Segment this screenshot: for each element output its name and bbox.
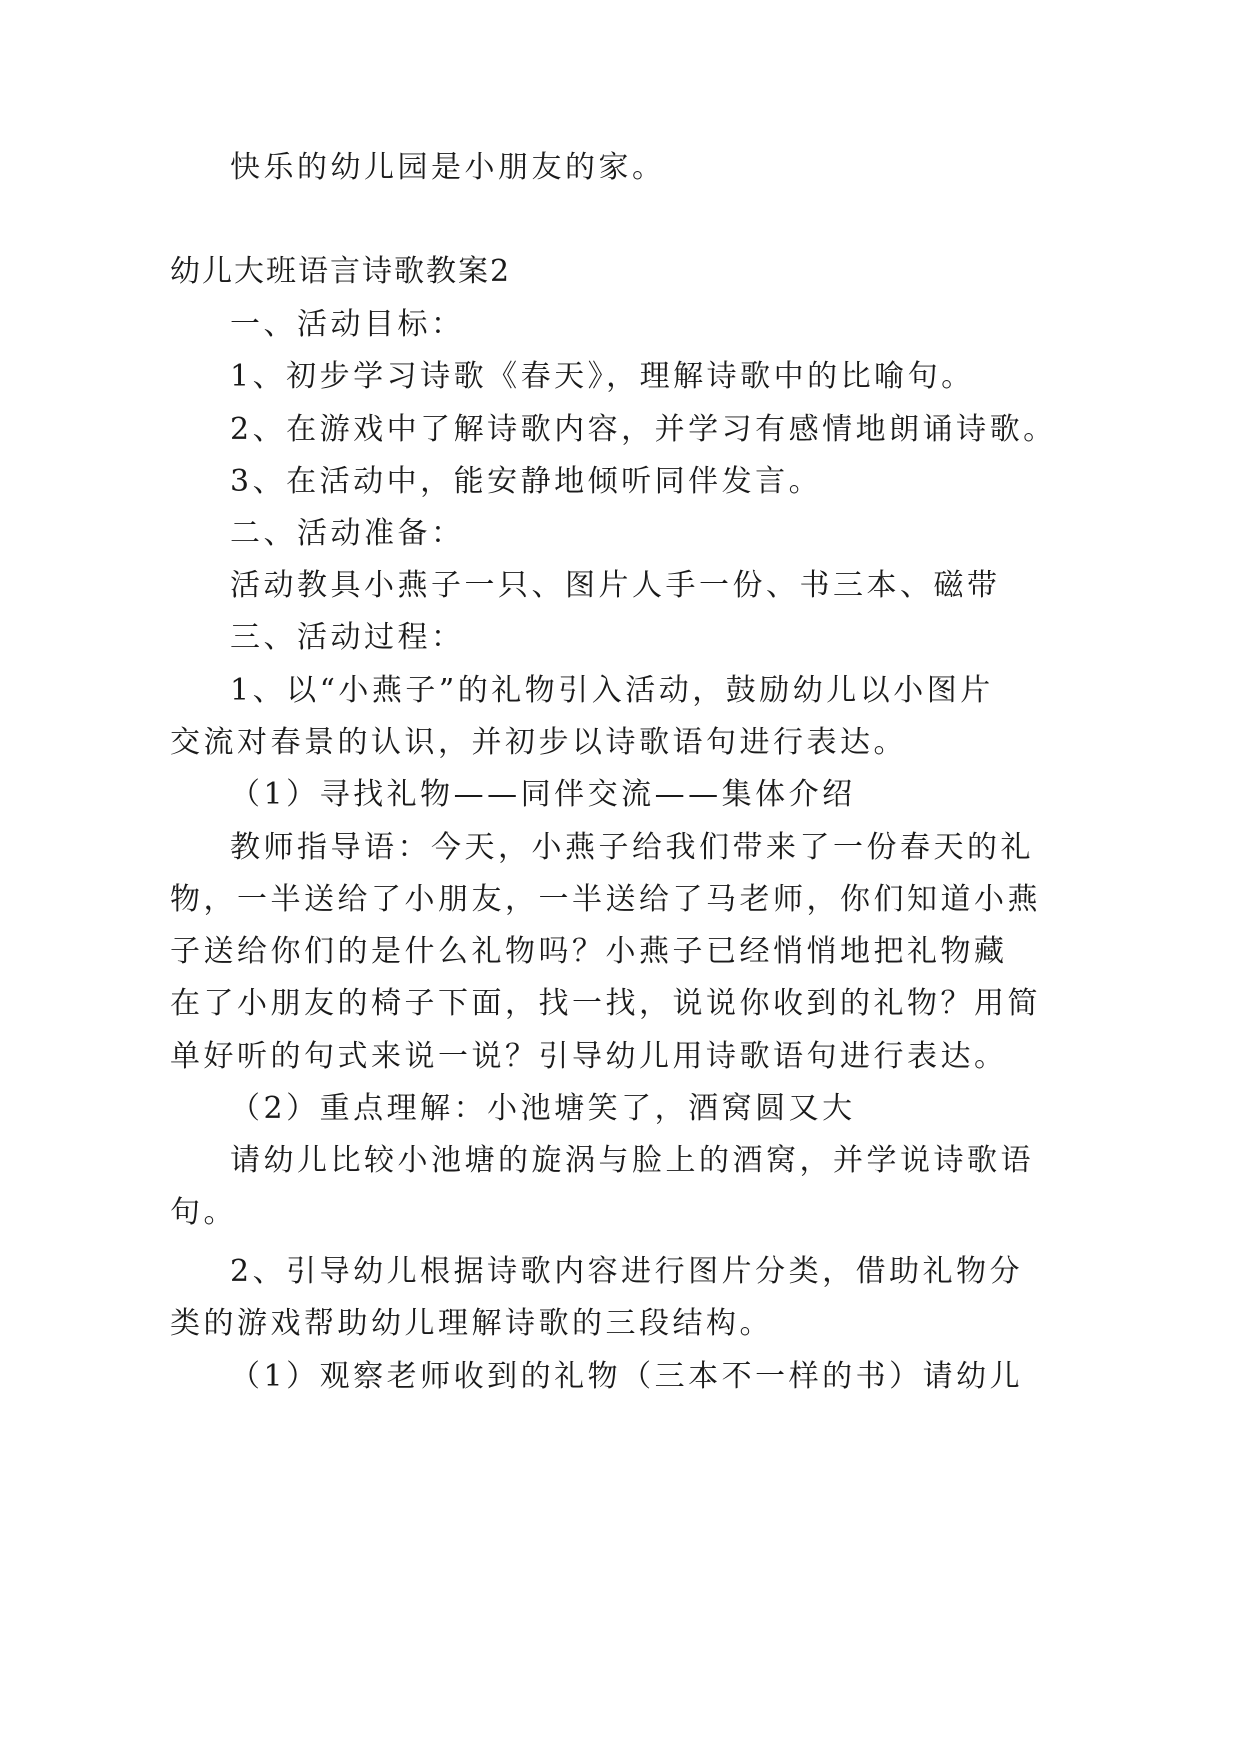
paragraph-line: 1、以“小燕子”的礼物引入活动，鼓励幼儿以小图片 bbox=[230, 673, 994, 708]
paragraph-line: 物，一半送给了小朋友，一半送给了马老师，你们知道小燕 bbox=[170, 882, 1041, 917]
paragraph-line: 教师指导语：今天，小燕子给我们带来了一份春天的礼 bbox=[230, 830, 1034, 865]
paragraph-line: （1）观察老师收到的礼物（三本不一样的书）请幼儿 bbox=[230, 1359, 1024, 1394]
subheading-activity-goals: 一、活动目标： bbox=[230, 307, 465, 342]
section-heading: 幼儿大班语言诗歌教案2 bbox=[170, 254, 512, 289]
paragraph-line: 交流对春景的认识，并初步以诗歌语句进行表达。 bbox=[170, 725, 907, 760]
paragraph-line: 1、初步学习诗歌《春天》，理解诗歌中的比喻句。 bbox=[230, 359, 975, 394]
paragraph-line: 类的游戏帮助幼儿理解诗歌的三段结构。 bbox=[170, 1306, 773, 1341]
paragraph-line: （1）寻找礼物——同伴交流——集体介绍 bbox=[230, 777, 856, 812]
subheading-activity-process: 三、活动过程： bbox=[230, 620, 465, 655]
paragraph-line: 3、在活动中，能安静地倾听同伴发言。 bbox=[230, 464, 823, 499]
paragraph-line: 子送给你们的是什么礼物吗？小燕子已经悄悄地把礼物藏 bbox=[170, 934, 1008, 969]
paragraph-line: 2、在游戏中了解诗歌内容，并学习有感情地朗诵诗歌。 bbox=[230, 412, 1057, 447]
paragraph-line: 请幼儿比较小池塘的旋涡与脸上的酒窝，并学说诗歌语 bbox=[230, 1143, 1034, 1178]
paragraph-line: 在了小朋友的椅子下面，找一找，说说你收到的礼物？用简 bbox=[170, 986, 1041, 1021]
paragraph-line: 快乐的幼儿园是小朋友的家。 bbox=[230, 150, 666, 185]
paragraph-line: 2、引导幼儿根据诗歌内容进行图片分类，借助礼物分 bbox=[230, 1254, 1024, 1289]
paragraph-line: （2）重点理解：小池塘笑了，酒窝圆又大 bbox=[230, 1091, 856, 1126]
subheading-activity-prep: 二、活动准备： bbox=[230, 516, 465, 551]
paragraph-line: 句。 bbox=[170, 1195, 237, 1230]
paragraph-line: 活动教具小燕子一只、图片人手一份、书三本、磁带 bbox=[230, 568, 1001, 603]
paragraph-line: 单好听的句式来说一说？引导幼儿用诗歌语句进行表达。 bbox=[170, 1039, 1008, 1074]
